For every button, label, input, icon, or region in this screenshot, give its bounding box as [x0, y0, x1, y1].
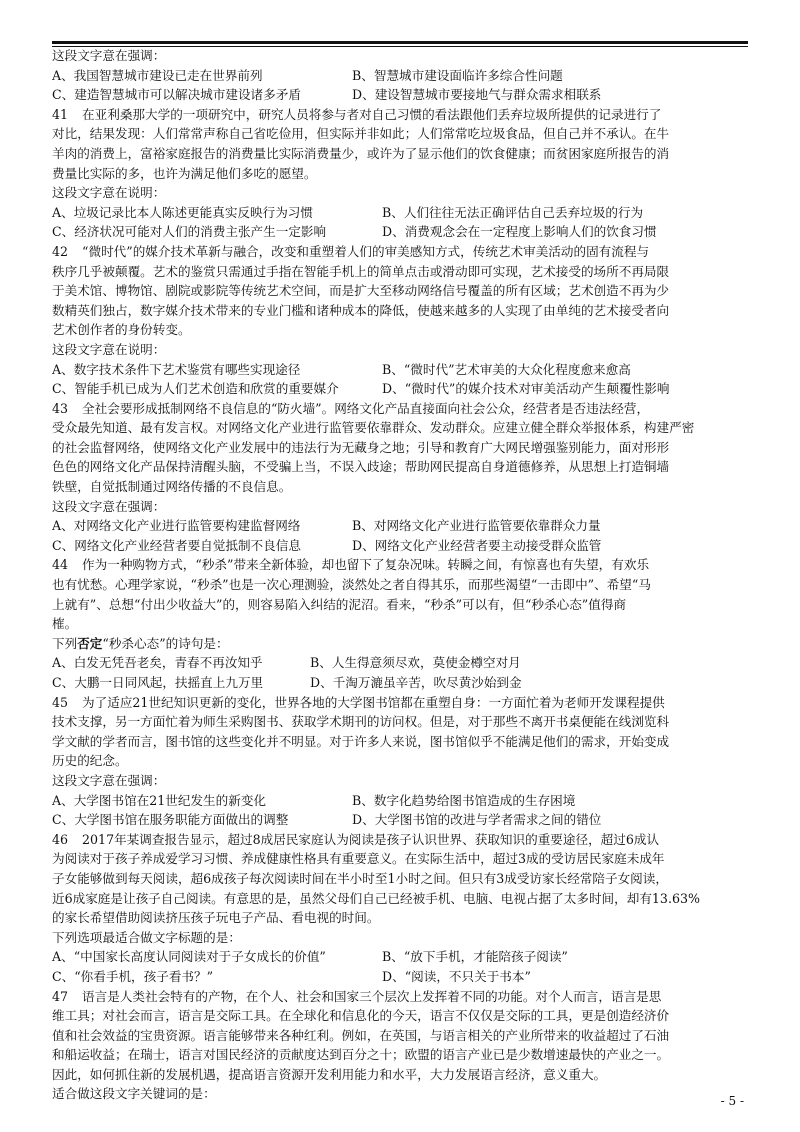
- passage-text: 维工具；对社会而言，语言是交际工具。在全球化和信息化的今天，语言不仅仅是交际的工具，更是创造经济价: [52, 1008, 670, 1024]
- answer-option: C、“你看手机，孩子看书？”: [52, 968, 214, 984]
- question-number: 43: [52, 400, 69, 416]
- passage-line: [52, 830, 748, 850]
- answer-option: B、“放下手机，才能陪孩子阅读”: [382, 949, 568, 965]
- option-row: [52, 222, 748, 242]
- passage-text: 2017年某调查报告显示，超过8成居民家庭认为阅读是孩子认识世界、获取知识的重要途径，超过6成认: [82, 831, 660, 847]
- answer-option: B、“微时代”艺术审美的大众化程度愈来愈高: [382, 361, 631, 377]
- document-body: [52, 46, 748, 1104]
- option-row: [52, 536, 748, 556]
- passage-text: 和船运收益；在瑞士，语言对国民经济的贡献度达到百分之十；欧盟的语言产业已是少数增速最快的产业之一。: [52, 1047, 670, 1063]
- passage-line: [52, 281, 748, 301]
- answer-option: D、“阅读，不只关于书本”: [382, 968, 531, 984]
- answer-option: D、千淘万漉虽辛苦，吹尽黄沙始到金: [310, 675, 522, 690]
- answer-option: C、大鹏一日同风起，扶摇直上九万里: [52, 675, 264, 690]
- header-rule: [52, 41, 748, 44]
- passage-text: 因此，如何抓住新的发展机遇，提高语言资源开发利用能力和水平，大力发展语言经济，意义重大。: [52, 1066, 607, 1082]
- answer-option: D、建设智慧城市要接地气与群众需求相联系: [352, 87, 602, 103]
- passage-text: 在亚利桑那大学的一项研究中，研究人员将参与者对自己习惯的看法跟他们丢弃垃圾所提供的记录进行了: [82, 106, 662, 122]
- question-prompt: 这段文字意在强调：: [52, 48, 166, 63]
- page-number: - 5 -: [720, 1094, 744, 1108]
- passage-line: [52, 712, 748, 732]
- answer-option: C、经济状况可能对人们的消费主张产生一定影响: [52, 224, 327, 240]
- passage-text: 全社会要形成抵制网络不良信息的“防火墙”。网络文化产品直接面向社会公众，经营者是否违法经营，: [82, 400, 650, 416]
- passage-text: 作为一种购物方式，“秒杀”带来全新体验，却也留下了复杂况味。转瞬之间，有惊喜也有失望，有欢乐: [82, 557, 650, 573]
- answer-option: A、对网络文化产业进行监管要构建监督网络: [52, 518, 301, 534]
- answer-option: D、消费观念会在一定程度上影响人们的饮食习惯: [382, 224, 657, 240]
- answer-option: B、人生得意须尽欢，莫使金樽空对月: [310, 655, 521, 671]
- answer-option: B、人们往往无法正确评估自己丢弃垃圾的行为: [382, 204, 644, 220]
- passage-line: [52, 124, 748, 144]
- passage-text: 于美术馆、博物馆、剧院或影院等传统艺术空间，而是扩大至移动网络信号覆盖的所有区域；艺术创造不再为少: [52, 283, 670, 299]
- answer-option: A、“中国家长高度认同阅读对于子女成长的价值”: [52, 949, 326, 965]
- passage-text: 语言是人类社会特有的产物，在个人、社会和国家三个层次上发挥着不同的功能。对个人而言，语言是思: [82, 988, 662, 1004]
- prompt-bold: 否定: [77, 635, 103, 651]
- passage-line: [52, 164, 748, 184]
- passage-line: [52, 418, 748, 438]
- passage-line: [52, 1065, 748, 1085]
- option-row: [52, 516, 748, 536]
- passage-line: [52, 320, 748, 340]
- passage-line: [52, 889, 748, 909]
- passage-text: 色色的网络文化产品保持清醒头脑，不受骗上当，不误入歧途；帮助网民提高自身道德修养，从思想上打造铜墙: [52, 459, 670, 475]
- passage-text: 艺术创作者的身份转变。: [52, 322, 191, 338]
- passage-line: [52, 399, 748, 419]
- passage-text: 技术支撑，另一方面忙着为师生采购图书、获取学术期刊的访问权。但是，对于那些不离开书桌便能在线浏览科: [52, 714, 670, 730]
- question-prompt: 适合做这段文字关键词的是：: [52, 1086, 216, 1102]
- answer-option: C、建造智慧城市可以解决城市建设诸多矛盾: [52, 87, 301, 103]
- option-row: [52, 791, 748, 811]
- passage-line: [52, 1026, 748, 1046]
- question-number: 45: [52, 694, 69, 710]
- answer-option: A、我国智慧城市建设已走在世界前列: [52, 67, 263, 83]
- passage-text: 对比，结果发现：人们常常声称自己省吃俭用，但实际并非如此；人们常常吃垃圾食品，但自己并不承认。在牛: [52, 126, 670, 142]
- answer-option: B、智慧城市建设面临许多综合性问题: [352, 67, 563, 83]
- passage-line: [52, 301, 748, 321]
- answer-option: B、数字化趋势给图书馆造成的生存困境: [352, 792, 576, 808]
- passage-line: [52, 751, 748, 771]
- option-row: [52, 85, 748, 105]
- passage-text: 子女能够做到每天阅读，超6成孩子每次阅读时间在半小时至1小时之间。但只有3成受访家长经常陪子女阅读，: [52, 870, 668, 886]
- answer-option: C、网络文化产业经营者要自觉抵制不良信息: [52, 537, 301, 553]
- passage-text: 近6成家庭是让孩子自己阅读。有意思的是，虽然父母们自己已经被手机、电脑、电视占据了太多时间，却有13.63%: [52, 890, 700, 906]
- question-prompt: 这段文字意在强调：: [52, 772, 166, 788]
- answer-option: A、白发无凭吾老矣，青春不再汝知乎: [52, 655, 263, 671]
- answer-option: A、大学图书馆在21世纪发生的新变化: [52, 792, 267, 808]
- answer-option: C、大学图书馆在服务职能方面做出的调整: [52, 812, 289, 828]
- answer-option: C、智能手机已成为人们艺术创造和欣赏的重要媒介: [52, 381, 339, 397]
- option-row: [52, 810, 748, 830]
- question-prompt: 下列选项最适合做文字标题的是：: [52, 929, 241, 945]
- passage-line: [52, 555, 748, 575]
- question-prompt: 这段文字意在强调：: [52, 498, 166, 514]
- passage-text: 值和社会效益的宝贵资源。语言能够带来各种红利。例如，在英国，与语言相关的产业所带来的收益超过了石油: [52, 1027, 670, 1043]
- option-row: [52, 379, 748, 399]
- option-row: [52, 653, 748, 673]
- passage-line: [52, 987, 748, 1007]
- option-row: [52, 947, 748, 967]
- passage-line: [52, 869, 748, 889]
- option-row: [52, 673, 748, 693]
- passage-text: 为了适应21世纪知识更新的变化，世界各地的大学图书馆都在重塑自身：一方面忙着为老师开发课程提供: [82, 694, 665, 710]
- passage-line: [52, 849, 748, 869]
- question-prompt: [52, 634, 748, 654]
- passage-text: 数精英们独占，数字媒介技术带来的专业门槛和诸种成本的降低，使越来越多的人实现了由单纯的艺术接受者向: [52, 302, 670, 318]
- passage-line: [52, 105, 748, 125]
- answer-option: A、垃圾记录比本人陈述更能真实反映行为习惯: [52, 204, 313, 220]
- question-number: 41: [52, 106, 69, 122]
- passage-text: 铁壁，自觉抵制通过网络传播的不良信息。: [52, 479, 292, 495]
- prompt-post: “秒杀心态”的诗句是：: [102, 635, 229, 651]
- passage-line: [52, 477, 748, 497]
- answer-option: A、数字技术条件下艺术鉴赏有哪些实现途径: [52, 361, 301, 377]
- question-number: 47: [52, 988, 69, 1004]
- passage-line: [52, 908, 748, 928]
- passage-line: [52, 693, 748, 713]
- passage-text: 受众最先知道、最有发言权。对网络文化产业进行监管要依靠群众、发动群众。应建立健全群众举报体系，构建严密: [52, 420, 695, 436]
- answer-option: D、大学图书馆的改进与学者需求之间的错位: [352, 812, 602, 828]
- answer-option: D、“微时代”的媒介技术对审美活动产生颠覆性影响: [382, 381, 670, 397]
- question-prompt: 这段文字意在说明：: [52, 341, 166, 357]
- question-number: 46: [52, 831, 69, 847]
- passage-text: 秩序几乎被颠覆。艺术的鉴赏只需通过手指在智能手机上的简单点击或滑动即可实现，艺术接受的场所不再局限: [52, 263, 670, 279]
- passage-line: [52, 262, 748, 282]
- question-number: 44: [52, 557, 69, 573]
- passage-text: 学文献的学者而言，图书馆的这些变化并不明显。对于许多人来说，图书馆似乎不能满足他们的需求，开始变成: [52, 733, 670, 749]
- option-row: [52, 66, 748, 86]
- passage-text: 也有忧愁。心理学家说，“秒杀”也是一次心理测验，淡然处之者自得其乐，而那些渴望“一击即中”、希望“马: [52, 577, 651, 593]
- question-prompt: 这段文字意在说明：: [52, 185, 166, 201]
- answer-option: B、对网络文化产业进行监管要依靠群众力量: [352, 518, 601, 534]
- passage-line: [52, 438, 748, 458]
- passage-line: [52, 242, 748, 262]
- passage-line: [52, 1006, 748, 1026]
- passage-text: 历史的纪念。: [52, 753, 128, 769]
- passage-text: 上就有”、总想“付出少收益大”的，则容易陷入纠结的泥沼。看来，“秒杀”可以有，但“秒杀心态”值得商: [52, 596, 627, 612]
- option-row: [52, 203, 748, 223]
- passage-line: [52, 457, 748, 477]
- passage-text: 为阅读对于孩子养成爱学习习惯、养成健康性格具有重要意义。在实际生活中，超过3成的受访居民家庭未成年: [52, 851, 665, 867]
- option-row: [52, 360, 748, 380]
- passage-line: [52, 144, 748, 164]
- question-number: 42: [52, 243, 69, 259]
- passage-text: 榷。: [52, 616, 78, 632]
- passage-line: [52, 614, 748, 634]
- passage-line: [52, 595, 748, 615]
- option-row: [52, 967, 748, 987]
- passage-line: [52, 732, 748, 752]
- answer-option: D、网络文化产业经营者要主动接受群众监管: [352, 537, 602, 553]
- passage-text: 羊肉的消费上，富裕家庭报告的消费量比实际消费量少，或许为了显示他们的饮食健康；而贫困家庭所报告的消: [52, 145, 670, 161]
- passage-text: 的社会监督网络，使网络文化产业发展中的违法行为无藏身之地；引导和教育广大网民增强鉴别能力，面对形形: [52, 439, 670, 455]
- passage-line: [52, 1045, 748, 1065]
- prompt-pre: 下列: [52, 635, 78, 651]
- passage-text: “微时代”的媒介技术革新与融合，改变和重塑着人们的审美感知方式，传统艺术审美活动的固有流程与: [82, 243, 650, 259]
- passage-line: [52, 575, 748, 595]
- passage-text: 的家长希望借助阅读挤压孩子玩电子产品、看电视的时间。: [52, 910, 380, 926]
- passage-text: 费量比实际的多，也许为满足他们多吃的愿望。: [52, 165, 317, 181]
